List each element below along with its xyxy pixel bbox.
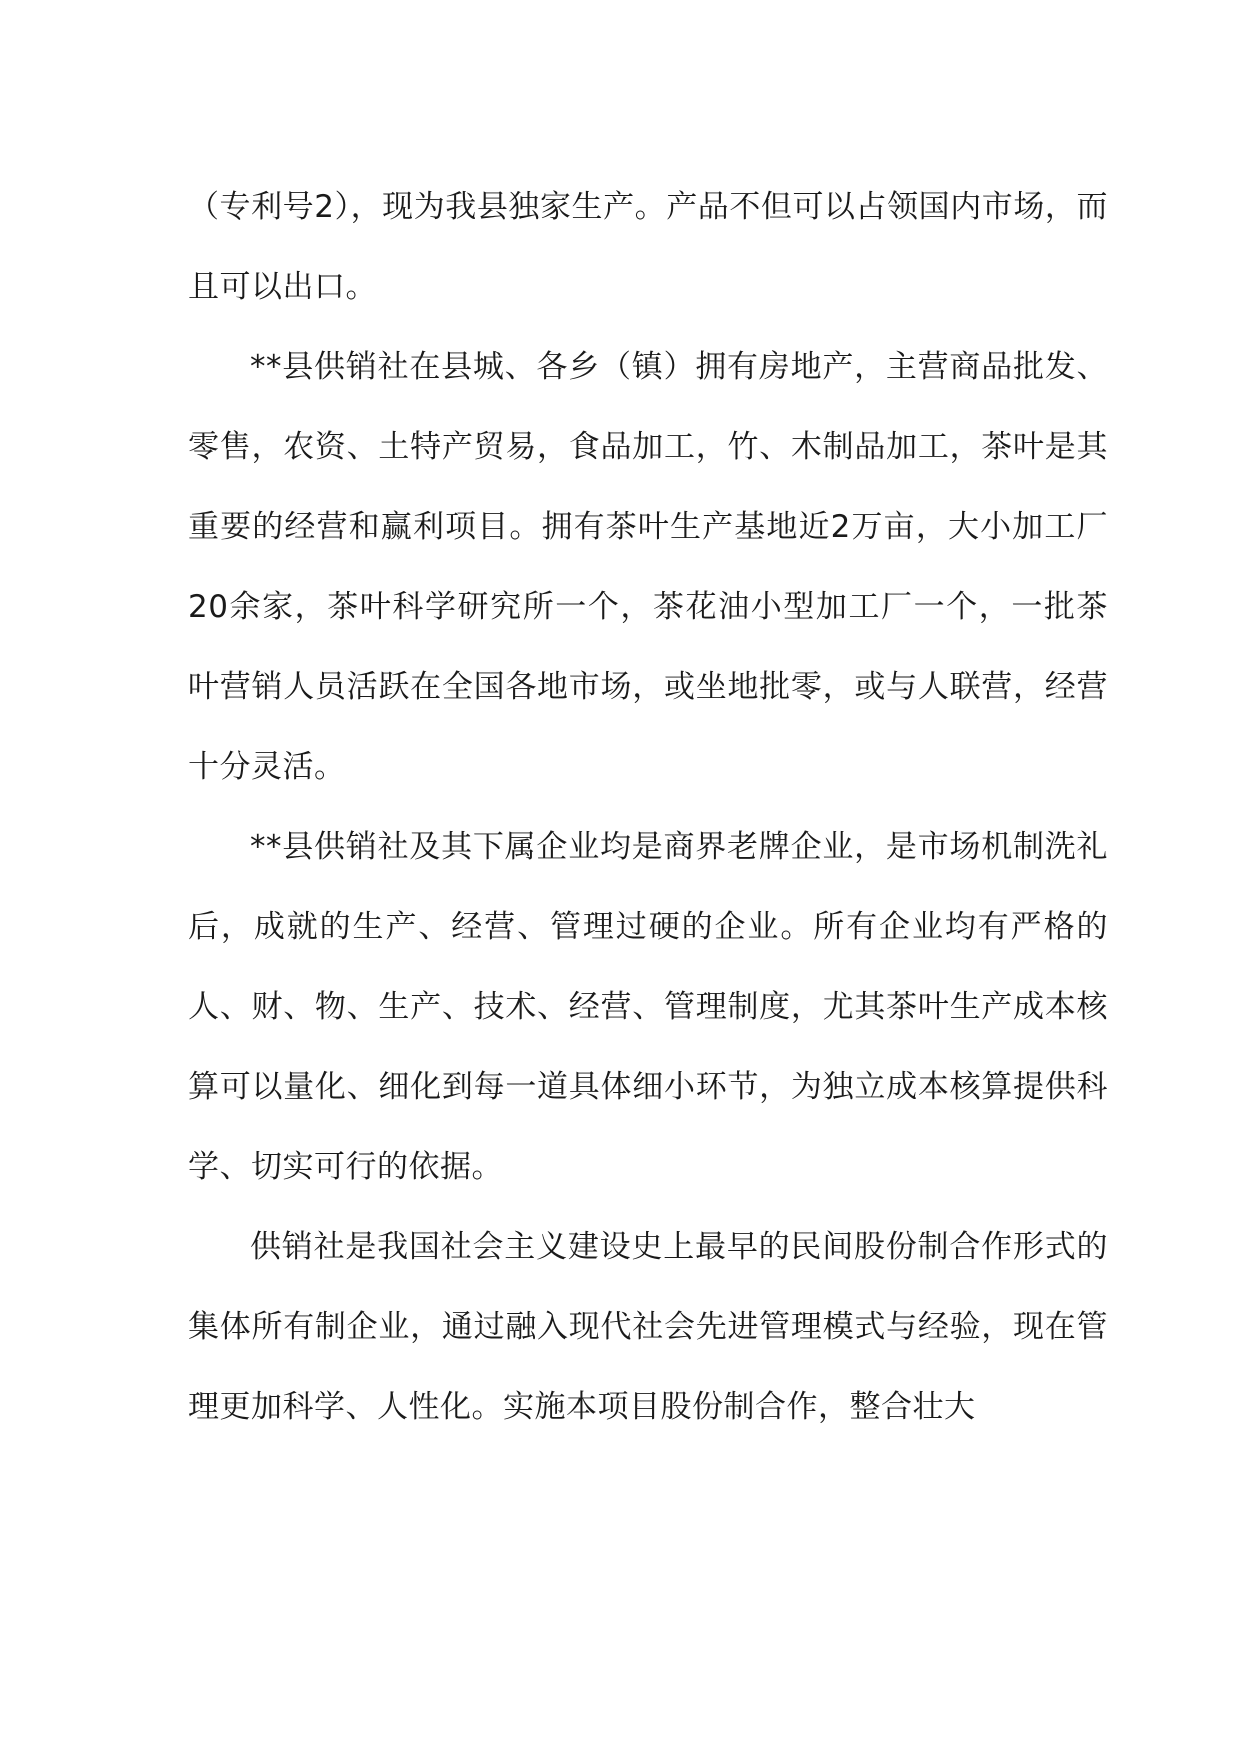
paragraph: （专利号2），现为我县独家生产。产品不但可以占领国内市场，而且可以出口。 — [188, 189, 1108, 305]
paragraph: 供销社是我国社会主义建设史上最早的民间股份制合作形式的集体所有制企业，通过融入现代社会先进管理模式与经验，现在管理更加科学、人性化。实施本项目股份制合作，整合壮大 — [188, 1229, 1108, 1425]
body-text — [188, 167, 1108, 1447]
paragraph: **县供销社及其下属企业均是商界老牌企业，是市场机制洗礼后，成就的生产、经营、管理过硬的企业。所有企业均有严格的人、财、物、生产、技术、经营、管理制度，尤其茶叶生产成本核算可以量化、细化到每一道具体细小环节，为独立成本核算提供科学、切实可行的依据。 — [188, 829, 1108, 1185]
paragraph: **县供销社在县城、各乡（镇）拥有房地产，主营商品批发、零售，农资、土特产贸易，食品加工，竹、木制品加工，茶叶是其重要的经营和赢利项目。拥有茶叶生产基地近2万亩，大小加工厂20余家，茶叶科学研究所一个，茶花油小型加工厂一个，一批茶叶营销人员活跃在全国各地市场，或坐地批零，或与人联营，经营十分灵活。 — [188, 349, 1108, 785]
